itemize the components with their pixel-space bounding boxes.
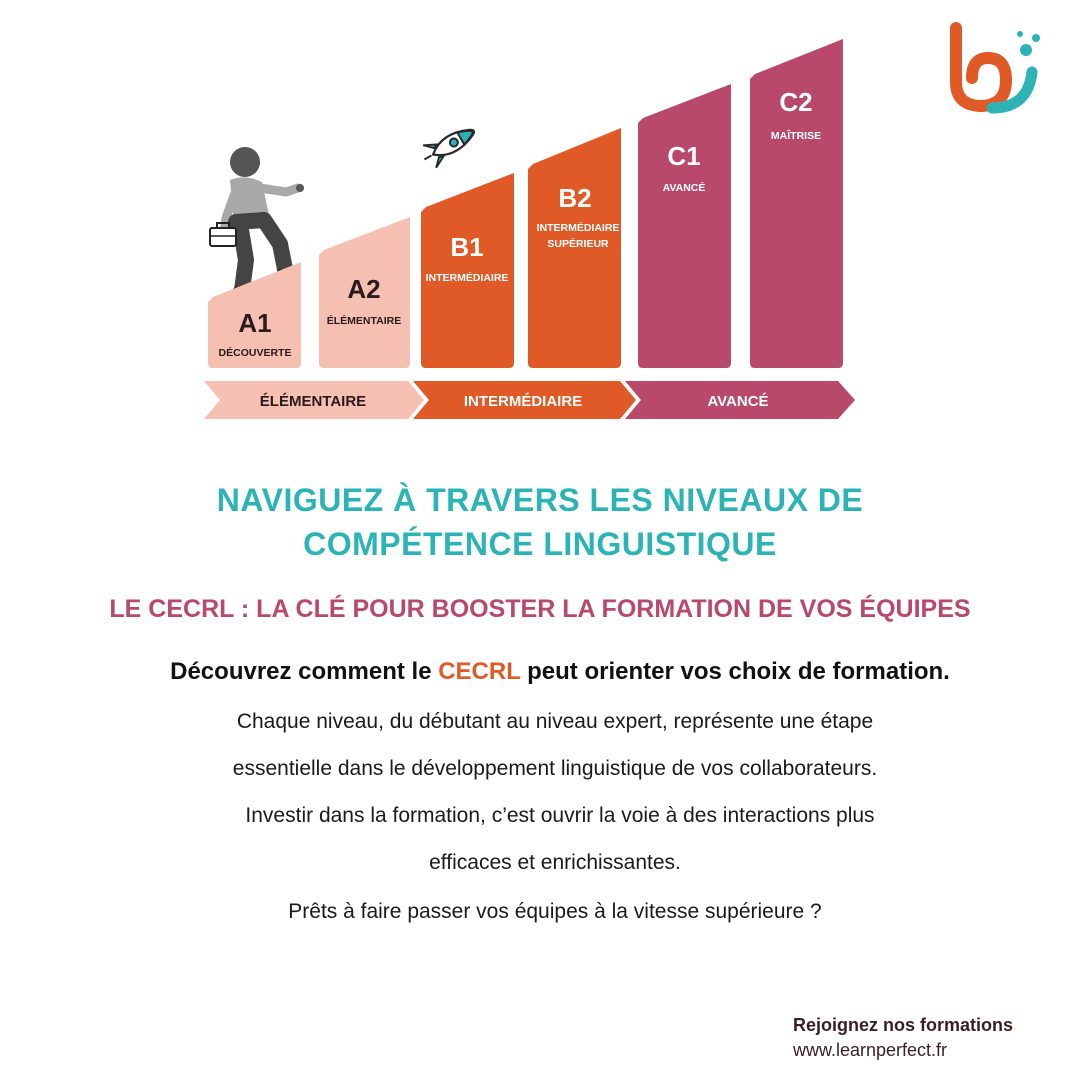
body-line-1: Chaque niveau, du débutant au niveau expert, représente une étape xyxy=(236,710,874,733)
level-c1-label: AVANCÉ xyxy=(662,182,706,194)
body-line-3: Investir dans la formation, c’est ouvrir la voie à des interactions plus xyxy=(245,804,875,827)
level-b2-label-line2: SUPÉRIEUR xyxy=(547,238,609,250)
level-a1-label: DÉCOUVERTE xyxy=(218,347,292,359)
band-elementaire-label: ÉLÉMENTAIRE xyxy=(259,393,367,410)
intro-sentence xyxy=(0,655,1080,689)
band-intermediaire-label: INTERMÉDIAIRE xyxy=(463,393,583,410)
headline xyxy=(0,478,1080,566)
footer-url-link[interactable]: www.learnperfect.fr xyxy=(793,1040,948,1060)
cecrl-level-chart xyxy=(0,0,1080,440)
headline-line-1: NAVIGUEZ À TRAVERS LES NIVEAUX DE xyxy=(216,482,864,518)
level-c1-code: C1 xyxy=(667,141,701,171)
level-b1-label: INTERMÉDIAIRE xyxy=(425,272,509,284)
level-c2-label: MAÎTRISE xyxy=(770,130,822,142)
level-a1-code: A1 xyxy=(238,308,272,338)
headline-line-2: COMPÉTENCE LINGUISTIQUE xyxy=(303,526,777,562)
level-b2-code: B2 xyxy=(558,183,592,213)
band-avance-label: AVANCÉ xyxy=(707,393,769,410)
level-a2-label: ÉLÉMENTAIRE xyxy=(326,315,402,327)
intro-before: Découvrez comment le xyxy=(170,658,439,685)
level-a2-code: A2 xyxy=(347,274,381,304)
intro-accent-cecrl: CECRL xyxy=(438,658,521,685)
subheadline: LE CECRL : LA CLÉ POUR BOOSTER LA FORMATION DE VOS ÉQUIPES xyxy=(109,595,971,623)
bar-c1 xyxy=(638,84,731,368)
body-line-4: efficaces et enrichissantes. xyxy=(429,851,681,874)
footer-cta[interactable]: Rejoignez nos formations xyxy=(793,1015,1014,1035)
level-c2-code: C2 xyxy=(779,87,813,117)
body-line-2: essentielle dans le développement linguistique de vos collaborateurs. xyxy=(232,757,878,780)
body-line-5: Prêts à faire passer vos équipes à la vitesse supérieure ? xyxy=(288,900,822,923)
bar-b1 xyxy=(421,173,514,368)
level-b2-label-line1: INTERMÉDIAIRE xyxy=(536,222,620,234)
level-b1-code: B1 xyxy=(450,232,484,262)
intro-after: peut orienter vos choix de formation. xyxy=(520,658,950,685)
